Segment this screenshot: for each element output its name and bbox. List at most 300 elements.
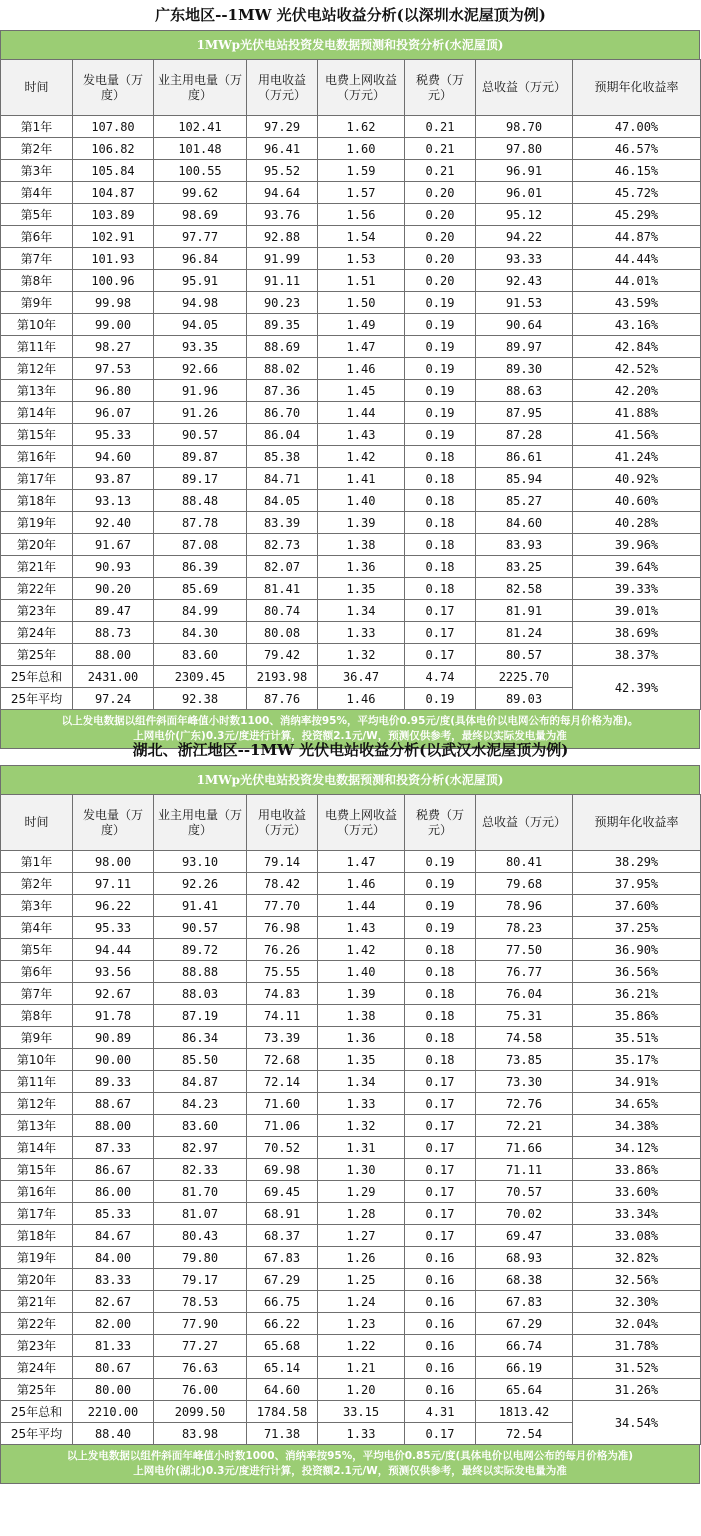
table-cell: 34.12%: [573, 1137, 701, 1159]
column-header: 税费（万元）: [405, 60, 476, 116]
table-row: [1, 402, 701, 424]
table-cell: 66.75: [247, 1291, 318, 1313]
table-cell: 1.43: [318, 424, 405, 446]
table-row: [1, 512, 701, 534]
table-cell: 82.07: [247, 556, 318, 578]
table-cell: 71.11: [476, 1159, 573, 1181]
table-cell: 1.35: [318, 578, 405, 600]
table-row: [1, 1159, 701, 1181]
table-cell: 2099.50: [154, 1401, 247, 1423]
table-cell: 86.04: [247, 424, 318, 446]
table-cell: 36.56%: [573, 961, 701, 983]
table-cell: 68.37: [247, 1225, 318, 1247]
table-cell: 1.32: [318, 1115, 405, 1137]
table-cell: 47.00%: [573, 116, 701, 138]
table-cell: 82.00: [73, 1313, 154, 1335]
table-cell: 1.23: [318, 1313, 405, 1335]
table-cell: 80.74: [247, 600, 318, 622]
section-title: 广东地区--1MW 光伏电站收益分析(以深圳水泥屋顶为例): [155, 6, 546, 24]
table-cell: 1.49: [318, 314, 405, 336]
table-cell: 1.36: [318, 1027, 405, 1049]
table-row: [1, 1291, 701, 1313]
table-cell: 第7年: [1, 248, 73, 270]
table-cell: 94.44: [73, 939, 154, 961]
table-row: [1, 556, 701, 578]
table-cell: 第23年: [1, 1335, 73, 1357]
table-cell: 0.19: [405, 851, 476, 873]
table-cell: 第19年: [1, 512, 73, 534]
table-cell: 85.38: [247, 446, 318, 468]
table-cell: 0.18: [405, 983, 476, 1005]
table-cell: 74.11: [247, 1005, 318, 1027]
table-cell: 84.23: [154, 1093, 247, 1115]
footnote: [0, 1445, 700, 1484]
table-cell: 94.60: [73, 446, 154, 468]
table-cell: 第4年: [1, 182, 73, 204]
table-row: [1, 622, 701, 644]
table-cell: 92.43: [476, 270, 573, 292]
table-cell: 1.26: [318, 1247, 405, 1269]
table-cell: 1.54: [318, 226, 405, 248]
table-cell: 76.98: [247, 917, 318, 939]
table-cell: 92.88: [247, 226, 318, 248]
table-row: [1, 1247, 701, 1269]
table-cell: 1.59: [318, 160, 405, 182]
table-cell: 87.78: [154, 512, 247, 534]
table-cell: 1.45: [318, 380, 405, 402]
table-cell: 1.56: [318, 204, 405, 226]
table-row: [1, 314, 701, 336]
table-cell: 87.76: [247, 688, 318, 710]
table-cell: 88.48: [154, 490, 247, 512]
table-cell: 68.91: [247, 1203, 318, 1225]
table-row: [1, 1225, 701, 1247]
table-cell: 83.60: [154, 1115, 247, 1137]
hubei-zhejiang-section: [0, 735, 701, 1484]
table-cell: 92.38: [154, 688, 247, 710]
table-cell: 89.33: [73, 1071, 154, 1093]
table-row: [1, 468, 701, 490]
table-cell: 94.05: [154, 314, 247, 336]
table-header-row: [1, 795, 701, 851]
table-cell: 第7年: [1, 983, 73, 1005]
table-row: [1, 534, 701, 556]
table-row: [1, 138, 701, 160]
column-header: 预期年化收益率: [573, 795, 701, 851]
table-cell: 80.41: [476, 851, 573, 873]
table-cell: 77.70: [247, 895, 318, 917]
table-cell: 41.56%: [573, 424, 701, 446]
table-cell: 96.07: [73, 402, 154, 424]
table-cell: 80.00: [73, 1379, 154, 1401]
table-row: [1, 248, 701, 270]
table-cell: 93.33: [476, 248, 573, 270]
table-cell: 95.91: [154, 270, 247, 292]
table-cell: 73.30: [476, 1071, 573, 1093]
table-cell: 42.20%: [573, 380, 701, 402]
table-cell: 92.67: [73, 983, 154, 1005]
table-cell: 94.22: [476, 226, 573, 248]
average-rate-cell: 42.39%: [573, 666, 701, 710]
table-cell: 2193.98: [247, 666, 318, 688]
table-cell: 第1年: [1, 116, 73, 138]
table-cell: 0.18: [405, 578, 476, 600]
table-cell: 1.40: [318, 490, 405, 512]
table-cell: 2431.00: [73, 666, 154, 688]
table-cell: 85.50: [154, 1049, 247, 1071]
table-cell: 1.32: [318, 644, 405, 666]
table-cell: 40.28%: [573, 512, 701, 534]
table-cell: 1.22: [318, 1335, 405, 1357]
table-cell: 40.60%: [573, 490, 701, 512]
table-row: [1, 204, 701, 226]
table-cell: 0.18: [405, 1005, 476, 1027]
table-cell: 2309.45: [154, 666, 247, 688]
table-cell: 68.38: [476, 1269, 573, 1291]
table-cell: 34.38%: [573, 1115, 701, 1137]
table-cell: 0.20: [405, 248, 476, 270]
table-row: [1, 336, 701, 358]
table-cell: 31.78%: [573, 1335, 701, 1357]
table-cell: 第1年: [1, 851, 73, 873]
section-title: 湖北、浙江地区--1MW 光伏电站收益分析(以武汉水泥屋顶为例): [132, 741, 569, 759]
table-row: [1, 358, 701, 380]
column-header: 总收益（万元）: [476, 795, 573, 851]
footnote-line-1: 以上发电数据以组件斜面年峰值小时数1100、消纳率按95%，平均电价0.95元/度(具体电价以电网公布的每月价格为准)。: [61, 715, 639, 727]
table-row: [1, 1313, 701, 1335]
table-cell: 0.18: [405, 534, 476, 556]
table-cell: 72.76: [476, 1093, 573, 1115]
table-cell: 1.29: [318, 1181, 405, 1203]
table-cell: 101.48: [154, 138, 247, 160]
table-cell: 1.53: [318, 248, 405, 270]
table-cell: 93.87: [73, 468, 154, 490]
table-cell: 第8年: [1, 270, 73, 292]
table-cell: 90.23: [247, 292, 318, 314]
table-cell: 96.22: [73, 895, 154, 917]
table-cell: 36.47: [318, 666, 405, 688]
table-cell: 1.31: [318, 1137, 405, 1159]
table-cell: 97.24: [73, 688, 154, 710]
table-cell: 第18年: [1, 490, 73, 512]
table-cell: 105.84: [73, 160, 154, 182]
table-cell: 1.47: [318, 851, 405, 873]
table-cell: 72.14: [247, 1071, 318, 1093]
table-cell: 88.02: [247, 358, 318, 380]
table-cell: 0.19: [405, 402, 476, 424]
table-cell: 74.83: [247, 983, 318, 1005]
table-cell: 第6年: [1, 961, 73, 983]
table-cell: 36.21%: [573, 983, 701, 1005]
table-cell: 89.35: [247, 314, 318, 336]
table-cell: 31.26%: [573, 1379, 701, 1401]
table-cell: 84.60: [476, 512, 573, 534]
table-cell: 25年总和: [1, 1401, 73, 1423]
table-cell: 80.67: [73, 1357, 154, 1379]
table-cell: 71.60: [247, 1093, 318, 1115]
table-cell: 83.39: [247, 512, 318, 534]
table-cell: 70.02: [476, 1203, 573, 1225]
table-cell: 0.19: [405, 424, 476, 446]
table-cell: 69.98: [247, 1159, 318, 1181]
table-cell: 86.00: [73, 1181, 154, 1203]
table-cell: 93.56: [73, 961, 154, 983]
table-cell: 94.64: [247, 182, 318, 204]
table-cell: 87.95: [476, 402, 573, 424]
table-cell: 89.72: [154, 939, 247, 961]
table-cell: 1.46: [318, 358, 405, 380]
table-cell: 95.12: [476, 204, 573, 226]
table-row: [1, 292, 701, 314]
table-cell: 76.63: [154, 1357, 247, 1379]
table-cell: 67.29: [476, 1313, 573, 1335]
table-cell: 1.50: [318, 292, 405, 314]
table-row: [1, 424, 701, 446]
table-cell: 69.45: [247, 1181, 318, 1203]
table-cell: 1.30: [318, 1159, 405, 1181]
table-cell: 1.39: [318, 512, 405, 534]
table-cell: 31.52%: [573, 1357, 701, 1379]
column-header: 用电收益（万元）: [247, 60, 318, 116]
table-cell: 90.57: [154, 917, 247, 939]
table-cell: 83.25: [476, 556, 573, 578]
table-cell: 第3年: [1, 895, 73, 917]
table-cell: 76.26: [247, 939, 318, 961]
table-cell: 83.60: [154, 644, 247, 666]
table-cell: 0.19: [405, 917, 476, 939]
table-row: [1, 380, 701, 402]
table-cell: 70.52: [247, 1137, 318, 1159]
table-cell: 第19年: [1, 1247, 73, 1269]
table-cell: 89.47: [73, 600, 154, 622]
table-row: [1, 1357, 701, 1379]
table-cell: 84.30: [154, 622, 247, 644]
table-cell: 76.77: [476, 961, 573, 983]
table-cell: 第11年: [1, 1071, 73, 1093]
table-cell: 107.80: [73, 116, 154, 138]
table-cell: 34.91%: [573, 1071, 701, 1093]
table-cell: 0.16: [405, 1313, 476, 1335]
table-cell: 84.05: [247, 490, 318, 512]
table-cell: 46.57%: [573, 138, 701, 160]
table-cell: 66.74: [476, 1335, 573, 1357]
table-cell: 89.30: [476, 358, 573, 380]
table-cell: 88.40: [73, 1423, 154, 1445]
table-cell: 88.03: [154, 983, 247, 1005]
table-cell: 0.17: [405, 1159, 476, 1181]
table-cell: 87.19: [154, 1005, 247, 1027]
table-cell: 1.24: [318, 1291, 405, 1313]
table-cell: 81.91: [476, 600, 573, 622]
table-row: [1, 1115, 701, 1137]
table-cell: 87.36: [247, 380, 318, 402]
table-cell: 89.97: [476, 336, 573, 358]
table-cell: 39.01%: [573, 600, 701, 622]
table-cell: 95.33: [73, 424, 154, 446]
table-cell: 41.88%: [573, 402, 701, 424]
table-row: [1, 1049, 701, 1071]
table-cell: 90.57: [154, 424, 247, 446]
table-cell: 98.27: [73, 336, 154, 358]
table-cell: 32.30%: [573, 1291, 701, 1313]
table-cell: 91.67: [73, 534, 154, 556]
table-cell: 100.55: [154, 160, 247, 182]
table-cell: 90.93: [73, 556, 154, 578]
table-cell: 第15年: [1, 1159, 73, 1181]
table-cell: 1.33: [318, 1423, 405, 1445]
table-cell: 67.83: [476, 1291, 573, 1313]
table-cell: 0.16: [405, 1291, 476, 1313]
table-cell: 0.17: [405, 1137, 476, 1159]
table-cell: 72.21: [476, 1115, 573, 1137]
table-cell: 1.41: [318, 468, 405, 490]
table-cell: 33.60%: [573, 1181, 701, 1203]
total-row: [1, 666, 701, 688]
table-cell: 0.19: [405, 314, 476, 336]
table-cell: 1813.42: [476, 1401, 573, 1423]
table-cell: 106.82: [73, 138, 154, 160]
table-cell: 74.58: [476, 1027, 573, 1049]
table-cell: 第22年: [1, 578, 73, 600]
column-header: 电费上网收益（万元）: [318, 795, 405, 851]
table-cell: 91.96: [154, 380, 247, 402]
table-cell: 0.18: [405, 512, 476, 534]
table-cell: 91.99: [247, 248, 318, 270]
column-header: 电费上网收益（万元）: [318, 60, 405, 116]
column-header: 总收益（万元）: [476, 60, 573, 116]
table-cell: 86.70: [247, 402, 318, 424]
table-cell: 1.28: [318, 1203, 405, 1225]
table-cell: 85.69: [154, 578, 247, 600]
table-cell: 99.62: [154, 182, 247, 204]
table-cell: 1784.58: [247, 1401, 318, 1423]
table-cell: 65.14: [247, 1357, 318, 1379]
table-cell: 76.04: [476, 983, 573, 1005]
table-row: [1, 895, 701, 917]
table-cell: 73.85: [476, 1049, 573, 1071]
table-cell: 79.14: [247, 851, 318, 873]
table-cell: 70.57: [476, 1181, 573, 1203]
column-header: 用电收益（万元）: [247, 795, 318, 851]
table-cell: 66.19: [476, 1357, 573, 1379]
table-cell: 94.98: [154, 292, 247, 314]
table-row: [1, 1181, 701, 1203]
table-cell: 85.27: [476, 490, 573, 512]
table-cell: 0.16: [405, 1357, 476, 1379]
table-cell: 0.21: [405, 138, 476, 160]
table-cell: 0.17: [405, 1181, 476, 1203]
table-cell: 第14年: [1, 402, 73, 424]
table-cell: 1.44: [318, 895, 405, 917]
table-cell: 第21年: [1, 1291, 73, 1313]
table-cell: 88.00: [73, 644, 154, 666]
table-row: [1, 1005, 701, 1027]
table-cell: 1.43: [318, 917, 405, 939]
table-cell: 81.07: [154, 1203, 247, 1225]
table-cell: 82.58: [476, 578, 573, 600]
table-cell: 第4年: [1, 917, 73, 939]
table-cell: 第25年: [1, 1379, 73, 1401]
table-cell: 1.20: [318, 1379, 405, 1401]
table-cell: 0.16: [405, 1379, 476, 1401]
table-cell: 0.19: [405, 873, 476, 895]
column-header: 预期年化收益率: [573, 60, 701, 116]
table-cell: 67.83: [247, 1247, 318, 1269]
table-cell: 98.70: [476, 116, 573, 138]
section-subtitle: 1MWp光伏电站投资发电数据预测和投资分析(水泥屋顶): [0, 30, 700, 59]
table-cell: 1.38: [318, 1005, 405, 1027]
total-row: [1, 1401, 701, 1423]
table-cell: 86.61: [476, 446, 573, 468]
table-cell: 第9年: [1, 1027, 73, 1049]
table-cell: 第13年: [1, 1115, 73, 1137]
table-cell: 92.66: [154, 358, 247, 380]
table-row: [1, 644, 701, 666]
table-cell: 第24年: [1, 1357, 73, 1379]
table-cell: 第16年: [1, 1181, 73, 1203]
table-cell: 65.64: [476, 1379, 573, 1401]
table-cell: 97.11: [73, 873, 154, 895]
table-cell: 38.29%: [573, 851, 701, 873]
table-row: [1, 961, 701, 983]
table-cell: 第17年: [1, 468, 73, 490]
table-cell: 80.43: [154, 1225, 247, 1247]
table-cell: 第2年: [1, 873, 73, 895]
table-cell: 88.63: [476, 380, 573, 402]
table-cell: 101.93: [73, 248, 154, 270]
table-cell: 0.20: [405, 226, 476, 248]
average-rate-cell: 34.54%: [573, 1401, 701, 1445]
table-header-row: [1, 60, 701, 116]
table-cell: 第22年: [1, 1313, 73, 1335]
table-cell: 95.52: [247, 160, 318, 182]
table-cell: 87.33: [73, 1137, 154, 1159]
table-row: [1, 873, 701, 895]
table-cell: 96.84: [154, 248, 247, 270]
table-cell: 83.98: [154, 1423, 247, 1445]
table-cell: 0.18: [405, 961, 476, 983]
table-cell: 91.11: [247, 270, 318, 292]
table-cell: 85.94: [476, 468, 573, 490]
table-row: [1, 182, 701, 204]
table-cell: 78.53: [154, 1291, 247, 1313]
table-cell: 0.21: [405, 116, 476, 138]
table-cell: 1.57: [318, 182, 405, 204]
table-cell: 72.54: [476, 1423, 573, 1445]
table-cell: 37.95%: [573, 873, 701, 895]
table-cell: 85.33: [73, 1203, 154, 1225]
table-cell: 第16年: [1, 446, 73, 468]
table-cell: 32.56%: [573, 1269, 701, 1291]
table-cell: 0.17: [405, 1225, 476, 1247]
table-cell: 104.87: [73, 182, 154, 204]
table-cell: 93.76: [247, 204, 318, 226]
table-cell: 0.17: [405, 1115, 476, 1137]
table-cell: 第21年: [1, 556, 73, 578]
table-cell: 0.19: [405, 688, 476, 710]
table-cell: 25年总和: [1, 666, 73, 688]
table-cell: 第20年: [1, 1269, 73, 1291]
table-cell: 1.35: [318, 1049, 405, 1071]
table-row: [1, 1335, 701, 1357]
table-row: [1, 1379, 701, 1401]
table-cell: 35.17%: [573, 1049, 701, 1071]
revenue-table: [0, 794, 701, 1445]
table-cell: 65.68: [247, 1335, 318, 1357]
table-cell: 45.72%: [573, 182, 701, 204]
table-cell: 44.87%: [573, 226, 701, 248]
table-cell: 75.55: [247, 961, 318, 983]
